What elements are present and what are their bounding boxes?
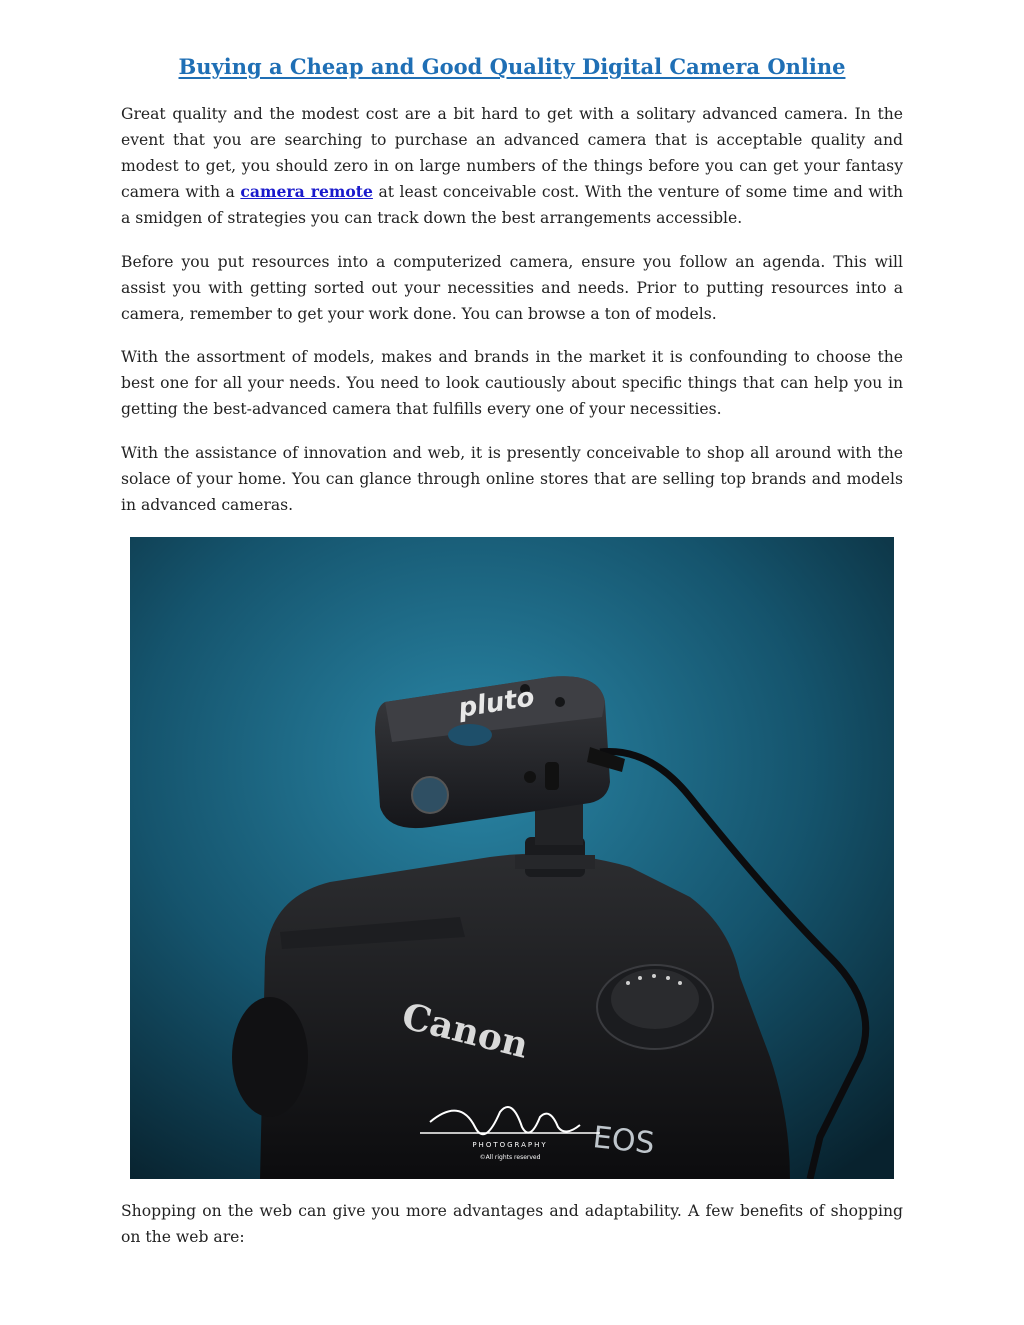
- paragraph-online-shopping: With the assistance of innovation and web, it is presently conceivable to shop all around with the solace of your home. You can glance through online stores that are selling top brands and models in advanced cameras.: [121, 444, 903, 514]
- paragraph-agenda: Before you put resources into a computerized camera, ensure you follow an agenda. This will assist you with getting sorted out your necessities and needs. Prior to putting resources into a camera, remember to get your work done. You can browse a ton of models.: [121, 253, 903, 323]
- remote-led-icon: [555, 697, 565, 707]
- paragraph-models: With the assortment of models, makes and brands in the market it is confounding to choose the best one for all your needs. You need to look cautiously about specific things that can help you in getting the best-advanced camera that fulfills every one of your necessities.: [121, 348, 903, 418]
- document-title: Buying a Cheap and Good Quality Digital Camera Online: [178, 54, 846, 79]
- hot-shoe-ring-shape: [515, 855, 595, 869]
- remote-usb-port-icon: [545, 762, 559, 790]
- watermark-photography-label: PHOTOGRAPHY: [472, 1141, 548, 1149]
- remote-audio-port-icon: [524, 771, 536, 783]
- camera-remote-photo: [130, 537, 894, 1179]
- paragraph-intro: [121, 101, 903, 231]
- remote-blue-button-icon: [448, 724, 492, 746]
- mode-dial-top-shape: [611, 969, 699, 1029]
- photo-illustration: [130, 537, 894, 1179]
- paragraph-benefits: Shopping on the web can give you more advantages and adaptability. A few benefits of shopping on the web are:: [121, 1202, 903, 1246]
- paragraph-intro-text-before: Great quality and the modest cost are a bit hard to get with a solitary advanced camera. In the event that you are searching to purchase an advanced camera that is acceptable quality and modest to get, you should zero in on large numbers of the things before you can get your fantasy camera with a: [121, 105, 903, 201]
- remote-brand-label: pluto: [456, 682, 537, 724]
- paragraph-intro-text-after: at least conceivable cost. With the venture of some time and with a smidgen of strategies you can track down the best arrangements accessible.: [121, 183, 904, 227]
- camera-model-label: EOS: [591, 1120, 657, 1162]
- watermark-rights-label: ©All rights reserved: [479, 1154, 541, 1161]
- camera-remote-link[interactable]: camera remote: [240, 182, 373, 201]
- camera-grip-shape: [232, 997, 308, 1117]
- remote-lens-icon: [412, 777, 448, 813]
- camera-brand-label: Canon: [397, 994, 533, 1067]
